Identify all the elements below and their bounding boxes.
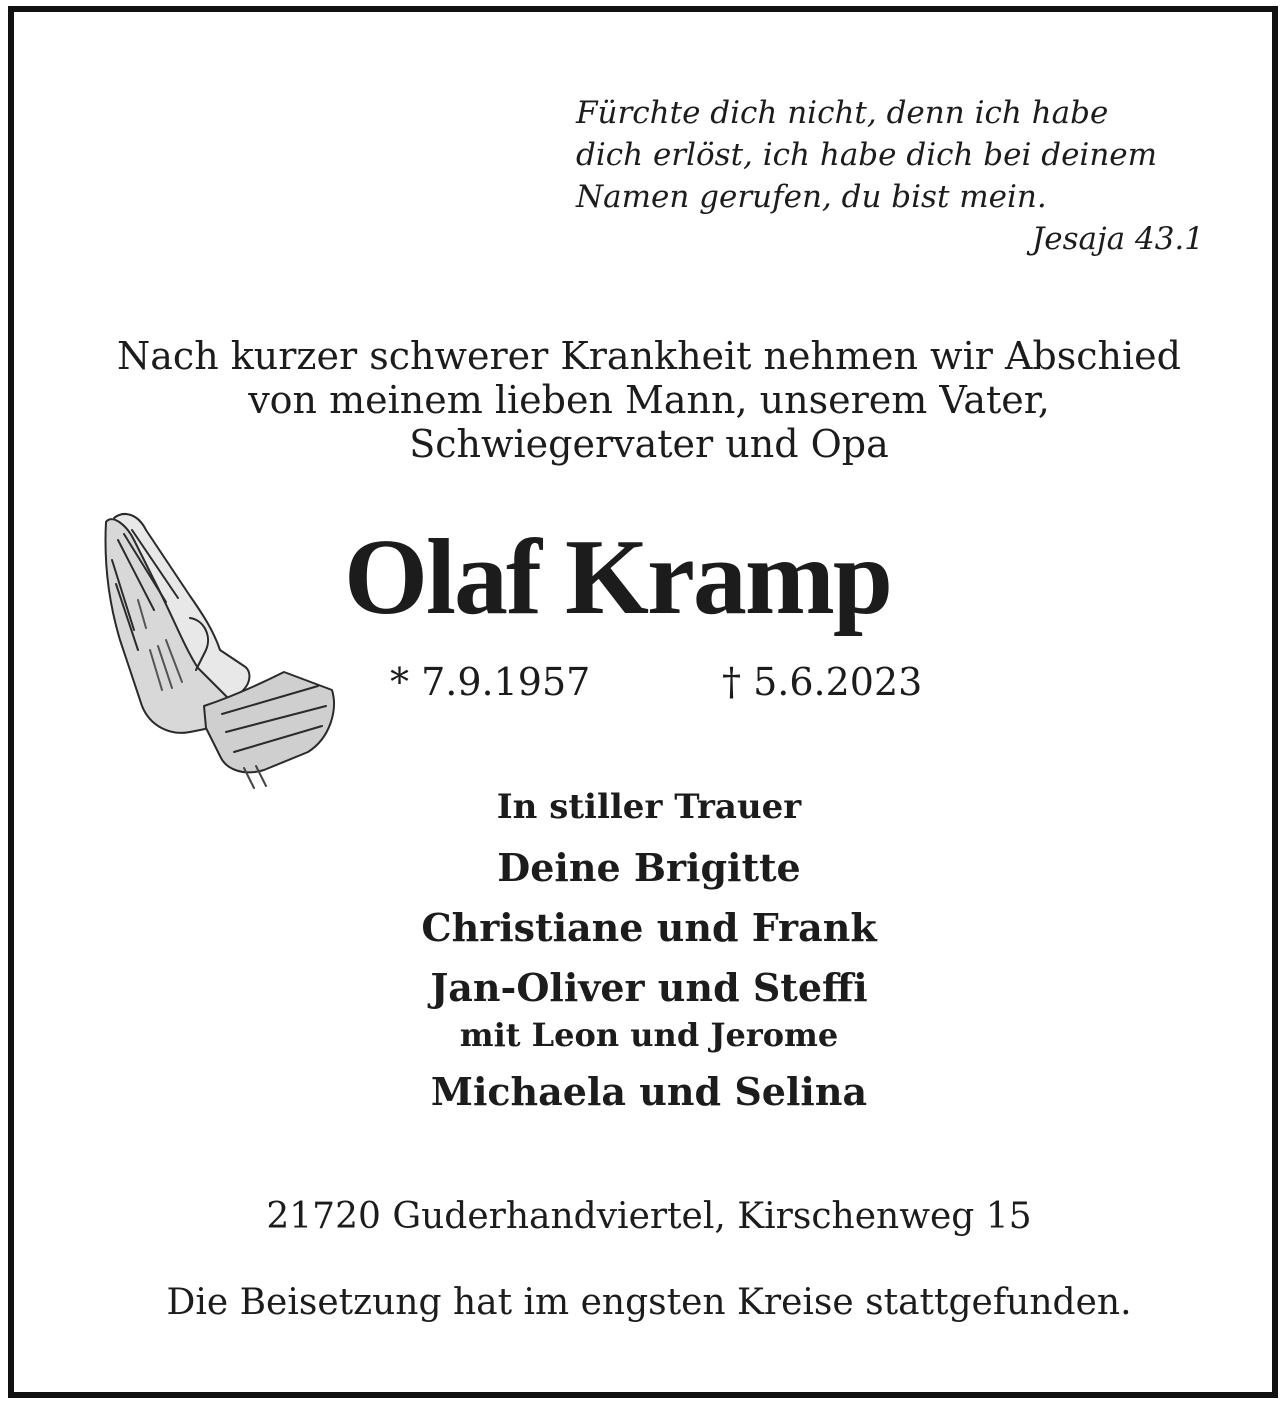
family-address: 21720 Guderhandviertel, Kirschenweg 15 bbox=[266, 1196, 1032, 1237]
verse-reference: Jesaja 43.1 bbox=[1031, 221, 1204, 257]
death-date: † 5.6.2023 bbox=[722, 660, 923, 704]
mourner-entry: mit Leon und Jerome bbox=[459, 1016, 839, 1054]
verse-line: dich erlöst, ich habe dich bei deinem bbox=[576, 137, 1158, 173]
praying-hands-icon bbox=[94, 500, 344, 800]
mourners-heading: In stiller Trauer bbox=[496, 787, 802, 827]
mourner-entry: Michaela und Selina bbox=[430, 1069, 868, 1114]
intro-text bbox=[14, 334, 1280, 466]
verse-line: Fürchte dich nicht, denn ich habe bbox=[576, 95, 1109, 131]
mourner-entry: Christiane und Frank bbox=[421, 905, 877, 950]
burial-note: Die Beisetzung hat im engsten Kreise stattgefunden. bbox=[166, 1282, 1132, 1323]
deceased-name: Olaf Kramp bbox=[344, 518, 891, 637]
bible-verse bbox=[576, 92, 1216, 260]
mourner-entry: Deine Brigitte bbox=[497, 845, 801, 890]
intro-line: Schwiegervater und Opa bbox=[409, 422, 889, 466]
obituary-notice bbox=[8, 6, 1278, 1398]
birth-date: * 7.9.1957 bbox=[390, 660, 591, 704]
intro-line: von meinem lieben Mann, unserem Vater, bbox=[248, 378, 1050, 422]
intro-line: Nach kurzer schwerer Krankheit nehmen wir Abschied bbox=[117, 334, 1181, 378]
verse-line: Namen gerufen, du bist mein. bbox=[576, 179, 1047, 215]
mourner-entry: Jan-Oliver und Steffi bbox=[430, 965, 868, 1010]
mourners-list bbox=[14, 782, 1280, 1122]
